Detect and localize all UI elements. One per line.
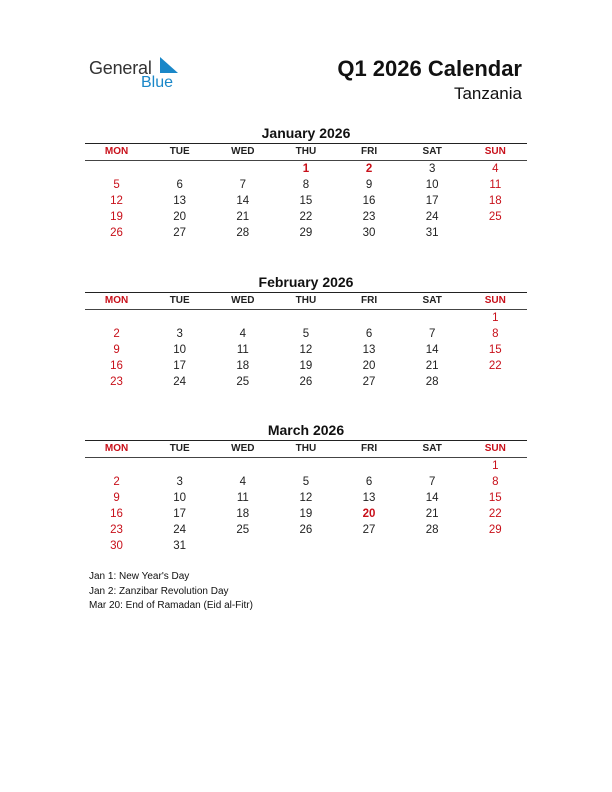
day-cell: 22 bbox=[488, 508, 502, 520]
holiday-note: Mar 20: End of Ramadan (Eid al-Fitr) bbox=[89, 600, 253, 611]
weekday-label: THU bbox=[295, 295, 317, 306]
day-cell: 14 bbox=[425, 492, 439, 504]
day-cell: 12 bbox=[110, 195, 123, 207]
day-cell: 28 bbox=[425, 376, 439, 388]
day-cell bbox=[338, 458, 401, 474]
day-cell: 14 bbox=[236, 195, 250, 207]
week-row bbox=[85, 474, 527, 490]
weekday-label: FRI bbox=[361, 295, 378, 306]
month-title: March 2026 bbox=[267, 422, 345, 438]
weekday-label: TUE bbox=[169, 443, 190, 454]
week-row bbox=[85, 538, 527, 554]
day-cell: 24 bbox=[173, 376, 187, 388]
logo-word-general: General bbox=[89, 58, 152, 78]
week-row bbox=[85, 193, 527, 209]
month-block bbox=[85, 421, 527, 554]
day-cell: 27 bbox=[173, 227, 187, 239]
week-row bbox=[85, 506, 527, 522]
day-cell bbox=[464, 538, 527, 554]
day-cell bbox=[148, 161, 211, 177]
month-block bbox=[85, 124, 527, 241]
day-cell: 3 bbox=[176, 476, 183, 488]
day-cell: 22 bbox=[488, 360, 502, 372]
day-cell: 13 bbox=[173, 195, 187, 207]
holiday-note: Jan 2: Zanzibar Revolution Day bbox=[89, 585, 229, 597]
month-title: January 2026 bbox=[261, 125, 351, 141]
day-cell: 23 bbox=[362, 211, 376, 223]
day-cell bbox=[338, 310, 401, 326]
day-cell: 6 bbox=[176, 179, 183, 191]
day-cell: 18 bbox=[236, 508, 250, 520]
week-row bbox=[85, 342, 527, 358]
weekday-label: FRI bbox=[361, 443, 378, 454]
day-cell: 9 bbox=[113, 344, 120, 356]
day-cell bbox=[211, 538, 274, 554]
day-cell: 7 bbox=[428, 476, 436, 488]
weekday-label: SUN bbox=[484, 146, 506, 157]
weekday-label: MON bbox=[104, 443, 129, 454]
day-cell: 6 bbox=[365, 476, 373, 488]
day-cell bbox=[148, 310, 211, 326]
day-cell: 13 bbox=[362, 492, 376, 504]
day-cell bbox=[338, 538, 401, 554]
day-cell: 20 bbox=[362, 360, 376, 372]
holiday-day-cell: 20 bbox=[362, 508, 376, 520]
day-cell: 30 bbox=[362, 227, 376, 239]
day-cell: 23 bbox=[110, 524, 123, 536]
day-cell: 30 bbox=[110, 540, 123, 552]
day-cell: 15 bbox=[299, 195, 313, 207]
weekday-label: SAT bbox=[422, 146, 442, 157]
day-cell: 31 bbox=[173, 540, 187, 552]
day-cell bbox=[211, 161, 274, 177]
page-title: Q1 2026 Calendar bbox=[337, 56, 522, 81]
weekday-label: MON bbox=[104, 295, 129, 306]
weekday-label: SUN bbox=[484, 443, 506, 454]
weekday-label: SAT bbox=[422, 295, 442, 306]
weekday-header-row bbox=[85, 293, 527, 309]
day-cell: 27 bbox=[362, 376, 376, 388]
day-cell: 3 bbox=[428, 163, 436, 175]
day-cell: 26 bbox=[299, 524, 313, 536]
week-row bbox=[85, 161, 527, 177]
day-cell bbox=[274, 458, 337, 474]
day-cell: 17 bbox=[173, 508, 187, 520]
day-cell: 8 bbox=[492, 328, 499, 340]
day-cell: 4 bbox=[492, 163, 499, 175]
weekday-header-row bbox=[85, 441, 527, 457]
week-row bbox=[85, 490, 527, 506]
day-cell: 27 bbox=[362, 524, 376, 536]
week-row bbox=[85, 358, 527, 374]
day-cell bbox=[401, 310, 464, 326]
day-cell: 18 bbox=[488, 195, 502, 207]
day-cell bbox=[274, 538, 337, 554]
weekday-label: SUN bbox=[484, 295, 506, 306]
day-cell: 4 bbox=[239, 476, 247, 488]
day-cell: 24 bbox=[425, 211, 439, 223]
week-row bbox=[85, 225, 527, 241]
week-row bbox=[85, 326, 527, 342]
day-cell bbox=[148, 458, 211, 474]
day-cell bbox=[85, 310, 148, 326]
weekday-label: SAT bbox=[422, 443, 442, 454]
month-block bbox=[85, 273, 527, 390]
day-cell: 13 bbox=[362, 344, 376, 356]
day-cell: 26 bbox=[110, 227, 123, 239]
day-cell: 18 bbox=[236, 360, 250, 372]
day-cell: 3 bbox=[176, 328, 183, 340]
day-cell: 9 bbox=[113, 492, 120, 504]
general-blue-logo bbox=[89, 56, 199, 96]
day-cell: 21 bbox=[425, 360, 439, 372]
day-cell: 28 bbox=[425, 524, 439, 536]
day-cell: 23 bbox=[110, 376, 123, 388]
holiday-notes bbox=[89, 570, 253, 614]
weekday-label: TUE bbox=[169, 295, 190, 306]
day-cell: 6 bbox=[365, 328, 373, 340]
holiday-day-cell: 1 bbox=[302, 163, 310, 175]
day-cell: 10 bbox=[173, 492, 187, 504]
day-cell: 25 bbox=[488, 211, 502, 223]
day-cell: 31 bbox=[425, 227, 439, 239]
day-cell: 2 bbox=[113, 476, 120, 488]
day-cell: 19 bbox=[299, 360, 313, 372]
day-cell: 19 bbox=[299, 508, 313, 520]
day-cell: 25 bbox=[236, 376, 250, 388]
day-cell: 15 bbox=[488, 492, 502, 504]
day-cell: 11 bbox=[236, 344, 249, 356]
weekday-label: WED bbox=[231, 146, 255, 157]
day-cell: 21 bbox=[236, 211, 250, 223]
weekday-label: WED bbox=[231, 295, 255, 306]
day-cell: 9 bbox=[365, 179, 373, 191]
day-cell: 28 bbox=[236, 227, 250, 239]
day-cell: 12 bbox=[299, 492, 313, 504]
day-cell: 8 bbox=[492, 476, 499, 488]
week-row bbox=[85, 209, 527, 225]
week-row bbox=[85, 458, 527, 474]
day-cell: 5 bbox=[302, 476, 310, 488]
day-cell: 25 bbox=[236, 524, 250, 536]
day-cell bbox=[211, 310, 274, 326]
day-cell: 8 bbox=[302, 179, 310, 191]
day-cell bbox=[85, 161, 148, 177]
weekday-label: THU bbox=[295, 146, 317, 157]
day-cell: 7 bbox=[239, 179, 247, 191]
day-cell: 7 bbox=[428, 328, 436, 340]
country-name: Tanzania bbox=[453, 84, 522, 103]
day-cell: 11 bbox=[489, 179, 502, 191]
day-cell: 1 bbox=[492, 460, 499, 472]
logo-flag-icon bbox=[158, 57, 178, 75]
holiday-note: Jan 1: New Year's Day bbox=[89, 571, 190, 582]
day-cell bbox=[85, 458, 148, 474]
day-cell: 16 bbox=[362, 195, 376, 207]
day-cell: 22 bbox=[299, 211, 313, 223]
day-cell: 14 bbox=[425, 344, 439, 356]
week-row bbox=[85, 374, 527, 390]
weekday-label: TUE bbox=[169, 146, 190, 157]
weekday-label: THU bbox=[295, 443, 317, 454]
day-cell: 19 bbox=[110, 211, 123, 223]
weekday-label: WED bbox=[231, 443, 255, 454]
day-cell: 15 bbox=[488, 344, 502, 356]
week-row bbox=[85, 522, 527, 538]
weekday-header-row bbox=[85, 144, 527, 160]
week-row bbox=[85, 177, 527, 193]
day-cell: 4 bbox=[239, 328, 247, 340]
day-cell bbox=[401, 538, 464, 554]
day-cell: 21 bbox=[425, 508, 439, 520]
day-cell: 1 bbox=[492, 312, 499, 324]
weekday-label: FRI bbox=[361, 146, 378, 157]
day-cell: 2 bbox=[113, 328, 120, 340]
day-cell bbox=[274, 310, 337, 326]
month-title: February 2026 bbox=[258, 274, 354, 290]
day-cell: 26 bbox=[299, 376, 313, 388]
day-cell bbox=[211, 458, 274, 474]
day-cell: 5 bbox=[113, 179, 120, 191]
day-cell: 24 bbox=[173, 524, 187, 536]
logo-word-blue: Blue bbox=[141, 74, 174, 91]
day-cell: 29 bbox=[299, 227, 313, 239]
day-cell bbox=[464, 225, 527, 241]
day-cell: 17 bbox=[173, 360, 187, 372]
day-cell bbox=[464, 374, 527, 390]
day-cell: 11 bbox=[236, 492, 249, 504]
day-cell: 10 bbox=[173, 344, 187, 356]
day-cell: 12 bbox=[299, 344, 313, 356]
holiday-day-cell: 2 bbox=[365, 163, 373, 175]
day-cell: 17 bbox=[425, 195, 439, 207]
day-cell: 5 bbox=[302, 328, 310, 340]
day-cell bbox=[401, 458, 464, 474]
day-cell: 16 bbox=[110, 360, 123, 372]
weekday-label: MON bbox=[104, 146, 129, 157]
day-cell: 20 bbox=[173, 211, 187, 223]
day-cell: 16 bbox=[110, 508, 123, 520]
day-cell: 29 bbox=[488, 524, 502, 536]
week-row bbox=[85, 310, 527, 326]
day-cell: 10 bbox=[425, 179, 439, 191]
